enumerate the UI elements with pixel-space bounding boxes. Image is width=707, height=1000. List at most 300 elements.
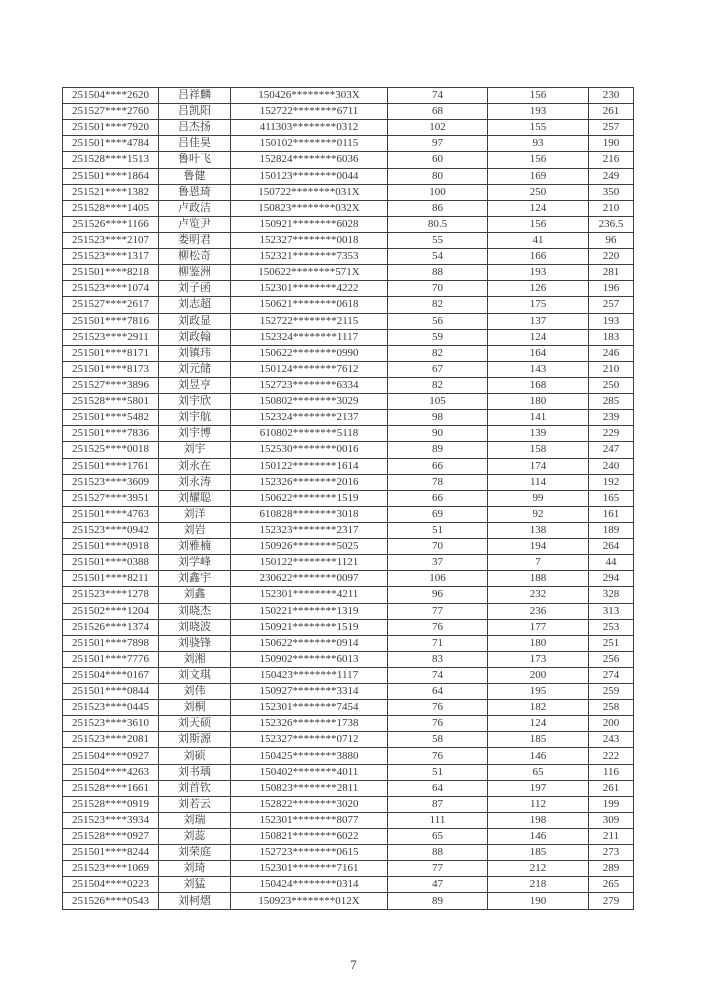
table-row [63, 265, 634, 281]
table-cell: 261 [589, 104, 634, 120]
table-cell: 刘永在 [159, 458, 231, 474]
table-row [63, 716, 634, 732]
table-cell: 168 [488, 377, 589, 393]
table-row [63, 571, 634, 587]
table-cell: 236 [488, 603, 589, 619]
table-cell: 刘元储 [159, 361, 231, 377]
table-cell: 166 [488, 249, 589, 265]
table-cell: 96 [388, 587, 488, 603]
table-cell: 刘鑫 [159, 587, 231, 603]
table-cell: 259 [589, 684, 634, 700]
table-row [63, 345, 634, 361]
table-cell: 265 [589, 877, 634, 893]
table-cell: 182 [488, 700, 589, 716]
table-cell: 刘宇欣 [159, 394, 231, 410]
table-cell: 99 [488, 490, 589, 506]
table-cell: 195 [488, 684, 589, 700]
table-cell: 251504****0927 [63, 748, 159, 764]
table-cell: 150927********3314 [231, 684, 388, 700]
table-cell: 114 [488, 474, 589, 490]
table-cell: 256 [589, 651, 634, 667]
table-row [63, 490, 634, 506]
table-cell: 刘天硕 [159, 716, 231, 732]
score-table-body [63, 88, 634, 910]
table-cell: 鲁叶飞 [159, 152, 231, 168]
table-cell: 44 [589, 555, 634, 571]
table-row [63, 232, 634, 248]
table-row [63, 313, 634, 329]
table-cell: 150123********0044 [231, 168, 388, 184]
table-cell: 173 [488, 651, 589, 667]
table-cell: 55 [388, 232, 488, 248]
table-cell: 156 [488, 216, 589, 232]
table-cell: 80.5 [388, 216, 488, 232]
table-cell: 37 [388, 555, 488, 571]
table-cell: 150124********7612 [231, 361, 388, 377]
table-cell: 251525****0018 [63, 442, 159, 458]
table-cell: 69 [388, 506, 488, 522]
table-cell: 刘学峰 [159, 555, 231, 571]
table-cell: 88 [388, 265, 488, 281]
table-cell: 253 [589, 619, 634, 635]
table-cell: 64 [388, 780, 488, 796]
table-cell: 150102********0115 [231, 136, 388, 152]
table-cell: 74 [388, 88, 488, 104]
table-cell: 180 [488, 635, 589, 651]
table-cell: 60 [388, 152, 488, 168]
table-cell: 80 [388, 168, 488, 184]
table-cell: 150823********2811 [231, 780, 388, 796]
table-row [63, 168, 634, 184]
table-cell: 64 [388, 684, 488, 700]
table-cell: 251501****8218 [63, 265, 159, 281]
table-cell: 232 [488, 587, 589, 603]
table-cell: 152722********2115 [231, 313, 388, 329]
table-cell: 143 [488, 361, 589, 377]
table-cell: 189 [589, 522, 634, 538]
table-cell: 刘宇博 [159, 426, 231, 442]
table-cell: 251504****0167 [63, 667, 159, 683]
table-cell: 105 [388, 394, 488, 410]
table-cell: 251528****1405 [63, 200, 159, 216]
table-cell: 152301********4222 [231, 281, 388, 297]
table-cell: 240 [589, 458, 634, 474]
table-cell: 220 [589, 249, 634, 265]
table-cell: 188 [488, 571, 589, 587]
table-cell: 281 [589, 265, 634, 281]
table-cell: 174 [488, 458, 589, 474]
table-cell: 刘宇 [159, 442, 231, 458]
table-row [63, 506, 634, 522]
table-cell: 251502****1204 [63, 603, 159, 619]
table-cell: 吕祥麟 [159, 88, 231, 104]
table-cell: 243 [589, 732, 634, 748]
table-cell: 146 [488, 829, 589, 845]
table-cell: 251501****8171 [63, 345, 159, 361]
table-cell: 141 [488, 410, 589, 426]
table-cell: 251504****2620 [63, 88, 159, 104]
table-cell: 261 [589, 780, 634, 796]
table-cell: 刘昱亨 [159, 377, 231, 393]
table-cell: 刘骁锋 [159, 635, 231, 651]
table-cell: 150122********1614 [231, 458, 388, 474]
table-cell: 7 [488, 555, 589, 571]
table-cell: 165 [589, 490, 634, 506]
table-cell: 89 [388, 893, 488, 910]
table-cell: 251501****0388 [63, 555, 159, 571]
table-cell: 193 [589, 313, 634, 329]
table-cell: 刘宇航 [159, 410, 231, 426]
table-row [63, 748, 634, 764]
table-row [63, 603, 634, 619]
table-cell: 251501****7898 [63, 635, 159, 651]
table-row [63, 216, 634, 232]
table-cell: 251501****8244 [63, 845, 159, 861]
table-cell: 309 [589, 812, 634, 828]
table-cell: 251501****1864 [63, 168, 159, 184]
table-row [63, 377, 634, 393]
table-cell: 156 [488, 88, 589, 104]
table-cell: 152327********0018 [231, 232, 388, 248]
table-row [63, 410, 634, 426]
table-cell: 124 [488, 716, 589, 732]
table-cell: 251504****0223 [63, 877, 159, 893]
table-cell: 200 [488, 667, 589, 683]
table-cell: 150823********032X [231, 200, 388, 216]
table-cell: 152326********1738 [231, 716, 388, 732]
table-cell: 刘耀聪 [159, 490, 231, 506]
table-cell: 150621********0618 [231, 297, 388, 313]
table-cell: 102 [388, 120, 488, 136]
table-cell: 90 [388, 426, 488, 442]
table-cell: 150921********6028 [231, 216, 388, 232]
table-cell: 58 [388, 732, 488, 748]
table-cell: 138 [488, 522, 589, 538]
table-cell: 258 [589, 700, 634, 716]
table-row [63, 619, 634, 635]
table-row [63, 539, 634, 555]
table-row [63, 136, 634, 152]
table-cell: 116 [589, 764, 634, 780]
table-row [63, 796, 634, 812]
table-cell: 124 [488, 200, 589, 216]
table-cell: 68 [388, 104, 488, 120]
table-cell: 251523****3609 [63, 474, 159, 490]
table-row [63, 184, 634, 200]
table-cell: 285 [589, 394, 634, 410]
table-cell: 150426********303X [231, 88, 388, 104]
table-cell: 190 [488, 893, 589, 910]
table-cell: 83 [388, 651, 488, 667]
table-cell: 251504****4263 [63, 764, 159, 780]
table-cell: 193 [488, 104, 589, 120]
table-row [63, 394, 634, 410]
table-cell: 93 [488, 136, 589, 152]
table-cell: 239 [589, 410, 634, 426]
table-cell: 刘柯熠 [159, 893, 231, 910]
table-cell: 刘岩 [159, 522, 231, 538]
table-cell: 150923********012X [231, 893, 388, 910]
table-cell: 251501****4763 [63, 506, 159, 522]
table-cell: 152301********8077 [231, 812, 388, 828]
table-cell: 247 [589, 442, 634, 458]
table-cell: 76 [388, 716, 488, 732]
table-row [63, 458, 634, 474]
table-cell: 152723********6334 [231, 377, 388, 393]
table-cell: 152327********0712 [231, 732, 388, 748]
table-cell: 刘猛 [159, 877, 231, 893]
table-cell: 251501****8173 [63, 361, 159, 377]
table-cell: 251523****3934 [63, 812, 159, 828]
table-cell: 66 [388, 490, 488, 506]
table-cell: 51 [388, 522, 488, 538]
table-cell: 77 [388, 603, 488, 619]
table-cell: 刘晓杰 [159, 603, 231, 619]
table-cell: 54 [388, 249, 488, 265]
table-cell: 180 [488, 394, 589, 410]
table-row [63, 120, 634, 136]
table-cell: 刘晓波 [159, 619, 231, 635]
table-cell: 96 [589, 232, 634, 248]
table-cell: 126 [488, 281, 589, 297]
table-cell: 吕佳昊 [159, 136, 231, 152]
table-cell: 185 [488, 732, 589, 748]
table-cell: 251528****5801 [63, 394, 159, 410]
table-cell: 111 [388, 812, 488, 828]
table-cell: 150221********1319 [231, 603, 388, 619]
table-cell: 251523****1074 [63, 281, 159, 297]
table-cell: 251501****7776 [63, 651, 159, 667]
table-row [63, 297, 634, 313]
table-cell: 610802********5118 [231, 426, 388, 442]
table-row [63, 764, 634, 780]
table-row [63, 667, 634, 683]
table-cell: 249 [589, 168, 634, 184]
table-cell: 152324********2137 [231, 410, 388, 426]
table-cell: 124 [488, 329, 589, 345]
table-cell: 169 [488, 168, 589, 184]
table-cell: 82 [388, 377, 488, 393]
table-cell: 76 [388, 619, 488, 635]
table-cell: 刘文琪 [159, 667, 231, 683]
table-cell: 152723********0615 [231, 845, 388, 861]
table-cell: 刘雅楠 [159, 539, 231, 555]
table-row [63, 845, 634, 861]
table-cell: 150821********6022 [231, 829, 388, 845]
table-cell: 鲁恩琦 [159, 184, 231, 200]
table-cell: 82 [388, 345, 488, 361]
table-row [63, 684, 634, 700]
table-row [63, 651, 634, 667]
table-cell: 150622********0990 [231, 345, 388, 361]
table-row [63, 732, 634, 748]
table-cell: 刘永涛 [159, 474, 231, 490]
table-cell: 183 [589, 329, 634, 345]
table-cell: 74 [388, 667, 488, 683]
table-cell: 92 [488, 506, 589, 522]
table-cell: 77 [388, 861, 488, 877]
table-cell: 251501****7920 [63, 120, 159, 136]
table-row [63, 829, 634, 845]
table-cell: 刘鑫宇 [159, 571, 231, 587]
table-cell: 98 [388, 410, 488, 426]
table-cell: 185 [488, 845, 589, 861]
table-cell: 164 [488, 345, 589, 361]
table-cell: 251501****4784 [63, 136, 159, 152]
table-cell: 199 [589, 796, 634, 812]
table-row [63, 861, 634, 877]
table-cell: 刘志超 [159, 297, 231, 313]
table-row [63, 474, 634, 490]
table-cell: 251527****2760 [63, 104, 159, 120]
table-cell: 230 [589, 88, 634, 104]
table-cell: 71 [388, 635, 488, 651]
table-cell: 236.5 [589, 216, 634, 232]
table-cell: 82 [388, 297, 488, 313]
table-cell: 610828********3018 [231, 506, 388, 522]
table-row [63, 152, 634, 168]
table-cell: 197 [488, 780, 589, 796]
table-row [63, 329, 634, 345]
table-cell: 刘荣庭 [159, 845, 231, 861]
table-cell: 刘政翰 [159, 329, 231, 345]
table-row [63, 200, 634, 216]
table-cell: 251523****0445 [63, 700, 159, 716]
table-cell: 313 [589, 603, 634, 619]
table-cell: 251528****1661 [63, 780, 159, 796]
table-cell: 137 [488, 313, 589, 329]
table-cell: 刘湘 [159, 651, 231, 667]
table-cell: 229 [589, 426, 634, 442]
table-cell: 150622********0914 [231, 635, 388, 651]
table-cell: 251 [589, 635, 634, 651]
table-cell: 251521****1382 [63, 184, 159, 200]
table-cell: 刘琦 [159, 861, 231, 877]
table-cell: 47 [388, 877, 488, 893]
table-cell: 251528****0927 [63, 829, 159, 845]
table-cell: 251526****1374 [63, 619, 159, 635]
table-cell: 289 [589, 861, 634, 877]
table-cell: 251523****2107 [63, 232, 159, 248]
table-cell: 76 [388, 748, 488, 764]
table-cell: 250 [589, 377, 634, 393]
table-cell: 257 [589, 120, 634, 136]
table-cell: 152824********6036 [231, 152, 388, 168]
table-cell: 150424********0314 [231, 877, 388, 893]
table-cell: 78 [388, 474, 488, 490]
table-cell: 刘洋 [159, 506, 231, 522]
table-cell: 65 [488, 764, 589, 780]
table-row [63, 361, 634, 377]
table-cell: 273 [589, 845, 634, 861]
table-row [63, 635, 634, 651]
table-row [63, 88, 634, 104]
table-cell: 251523****1317 [63, 249, 159, 265]
table-cell: 328 [589, 587, 634, 603]
table-cell: 251526****1166 [63, 216, 159, 232]
table-cell: 59 [388, 329, 488, 345]
table-cell: 刘政显 [159, 313, 231, 329]
table-cell: 150722********031X [231, 184, 388, 200]
table-cell: 251501****0918 [63, 539, 159, 555]
table-cell: 150902********6013 [231, 651, 388, 667]
table-cell: 279 [589, 893, 634, 910]
table-cell: 150122********1121 [231, 555, 388, 571]
table-row [63, 522, 634, 538]
table-cell: 251523****2911 [63, 329, 159, 345]
table-cell: 230622********0097 [231, 571, 388, 587]
table-row [63, 893, 634, 910]
table-cell: 251523****2081 [63, 732, 159, 748]
table-cell: 216 [589, 152, 634, 168]
table-cell: 51 [388, 764, 488, 780]
table-cell: 251527****2617 [63, 297, 159, 313]
table-cell: 152324********1117 [231, 329, 388, 345]
table-cell: 264 [589, 539, 634, 555]
table-cell: 212 [488, 861, 589, 877]
table-cell: 100 [388, 184, 488, 200]
table-cell: 194 [488, 539, 589, 555]
table-cell: 吕凯阳 [159, 104, 231, 120]
table-cell: 吕杰扬 [159, 120, 231, 136]
table-cell: 222 [589, 748, 634, 764]
table-row [63, 249, 634, 265]
table-cell: 67 [388, 361, 488, 377]
table-row [63, 780, 634, 796]
table-cell: 刘若云 [159, 796, 231, 812]
table-cell: 柳鉴洲 [159, 265, 231, 281]
table-cell: 鲁健 [159, 168, 231, 184]
table-cell: 76 [388, 700, 488, 716]
table-cell: 152326********2016 [231, 474, 388, 490]
table-cell: 218 [488, 877, 589, 893]
table-cell: 97 [388, 136, 488, 152]
table-cell: 251523****3610 [63, 716, 159, 732]
table-cell: 刘书瑀 [159, 764, 231, 780]
table-cell: 156 [488, 152, 589, 168]
table-cell: 152301********7454 [231, 700, 388, 716]
table-cell: 刘斯源 [159, 732, 231, 748]
table-cell: 56 [388, 313, 488, 329]
table-cell: 150921********1519 [231, 619, 388, 635]
table-cell: 251501****1761 [63, 458, 159, 474]
table-cell: 刘蕊 [159, 829, 231, 845]
table-cell: 177 [488, 619, 589, 635]
table-cell: 106 [388, 571, 488, 587]
table-cell: 251501****0844 [63, 684, 159, 700]
table-row [63, 812, 634, 828]
table-cell: 198 [488, 812, 589, 828]
page-number: 7 [350, 957, 357, 972]
table-row [63, 426, 634, 442]
table-cell: 175 [488, 297, 589, 313]
table-cell: 246 [589, 345, 634, 361]
table-cell: 251501****5482 [63, 410, 159, 426]
table-cell: 152722********6711 [231, 104, 388, 120]
table-cell: 251523****1278 [63, 587, 159, 603]
table-cell: 139 [488, 426, 589, 442]
table-cell: 257 [589, 297, 634, 313]
table-cell: 刘首钦 [159, 780, 231, 796]
table-cell: 155 [488, 120, 589, 136]
table-cell: 刘桐 [159, 700, 231, 716]
table-cell: 152822********3020 [231, 796, 388, 812]
table-cell: 190 [589, 136, 634, 152]
table-cell: 193 [488, 265, 589, 281]
table-row [63, 281, 634, 297]
table-cell: 251528****0919 [63, 796, 159, 812]
table-cell: 娄明君 [159, 232, 231, 248]
